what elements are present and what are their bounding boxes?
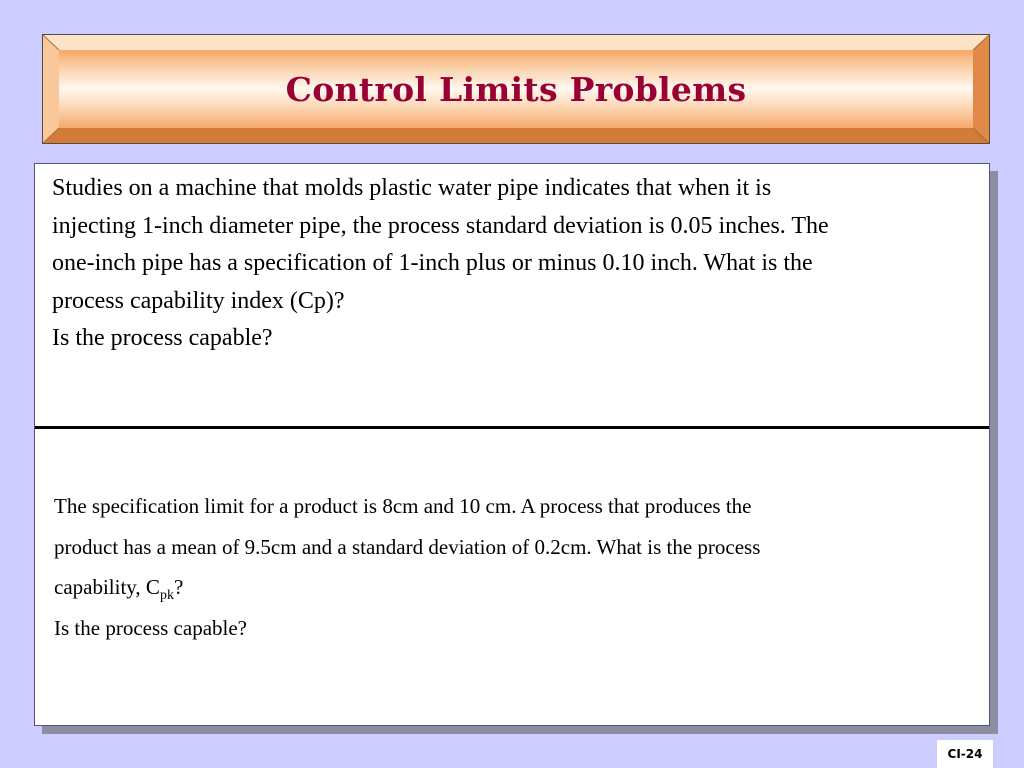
problem-1-line: one-inch pipe has a specification of 1-inch plus or minus 0.10 inch. What is the <box>52 250 813 276</box>
problem-1-text <box>52 170 977 358</box>
cpk-subscript: pk <box>159 588 174 603</box>
problem-1-question: Is the process capable? <box>52 325 273 351</box>
problem-2-line: The specification limit for a product is 8cm and 10 cm. A process that produces the <box>54 494 752 518</box>
problem-2-question: Is the process capable? <box>54 615 247 640</box>
problem-2-text <box>54 486 979 648</box>
page-title: Control Limits Problems <box>285 69 747 109</box>
title-banner <box>42 34 990 144</box>
slide-number-badge <box>937 740 993 768</box>
slide-number: CI-24 <box>947 747 983 761</box>
problem-2-line <box>54 567 979 608</box>
cpk-suffix: ? <box>173 575 184 599</box>
content-box <box>34 163 990 726</box>
problem-1-line: injecting 1-inch diameter pipe, the process standard deviation is 0.05 inches. The <box>52 212 829 239</box>
problem-1-line: process capability index (Cp)? <box>52 287 345 314</box>
problem-1-line: Studies on a machine that molds plastic water pipe indicates that when it is <box>52 175 772 201</box>
cpk-prefix: capability, C <box>54 575 160 599</box>
section-divider <box>35 426 989 429</box>
problem-2-line: product has a mean of 9.5cm and a standard deviation of 0.2cm. What is the process <box>54 534 761 559</box>
title-panel <box>59 50 973 128</box>
